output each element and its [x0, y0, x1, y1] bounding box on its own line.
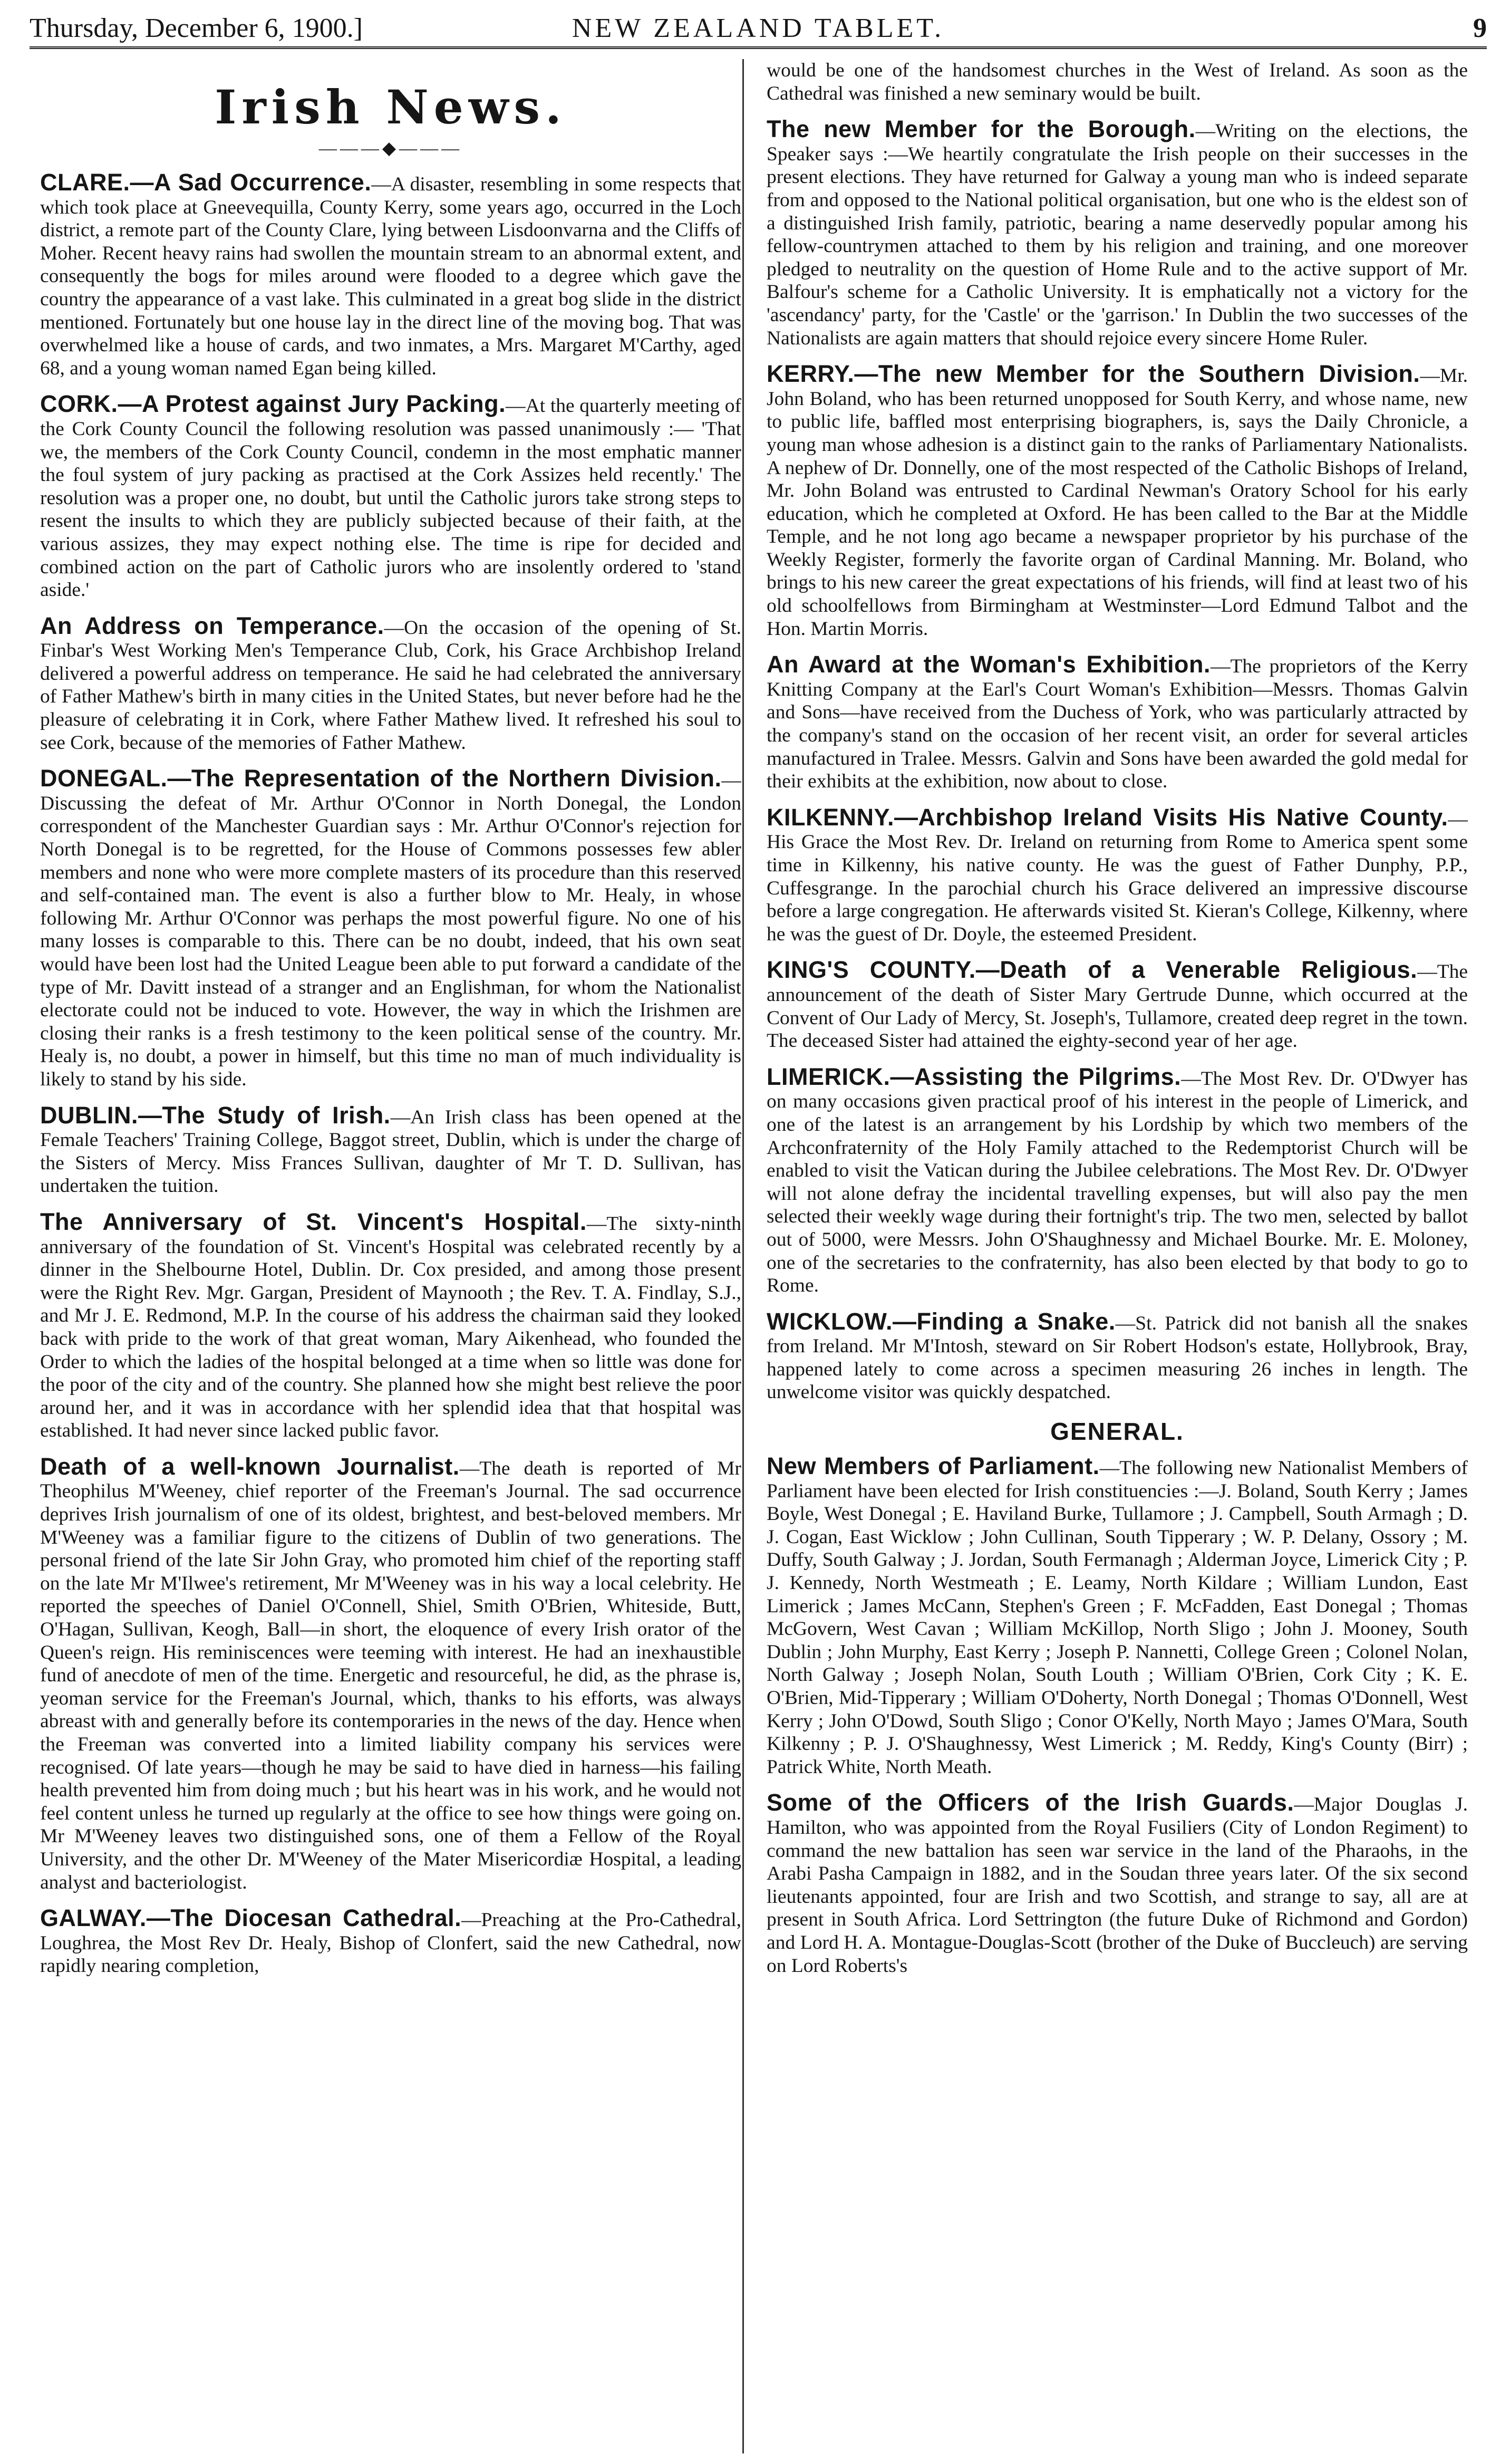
article-body: —Mr. John Boland, who has been returned unopposed for South Kerry, and whose name, new to public life, baffled most enterprising biographers, is, says the Daily Chronicle, a young man whose adhesion is a distinct gain to the ranks of Parliamentary Nationalists. A nephew of Dr. Donnelly, one of the most respected of the Catholic Bishops of Ireland, Mr. John Boland was entrusted to Cardinal Newman's Oratory School for his early education, which he completed at Oxford. He has been called to the Bar at the Middle Temple, and he not long ago became a newspaper proprietor by his purchase of the Weekly Register, formerly the favorite organ of Cardinal Manning. Mr. Boland, who brings to his new career the great expectations of his friends, will find at least two of his old schoolfellows from Birmingham at Westminster—Lord Edmund Talbot and the Hon. Martin Morris. — [767, 365, 1468, 640]
article-heading: The new Member for the Borough. — [767, 116, 1196, 143]
article — [40, 171, 741, 380]
article — [40, 767, 741, 1091]
article — [767, 118, 1468, 350]
article-body: —The following new Nationalist Members of Parliament have been elected for Irish constituencies :—J. Boland, South Kerry ; James Boyle, West Donegal ; E. Haviland Burke, Tullamore ; J. Campbell, South Armagh ; D. J. Cogan, East Wicklow ; John Cullinan, South Tipperary ; W. P. Delany, Ossory ; M. Duffy, South Galway ; J. Jordan, South Fermanagh ; Alderman Joyce, Limerick City ; P. J. Kennedy, North Westmeath ; E. Leamy, North Kildare ; William Lundon, East Limerick ; James McCann, Stephen's Green ; F. McFadden, East Donegal ; Thomas McGovern, West Cavan ; William McKillop, North Sligo ; John J. Mooney, South Dublin ; John Murphy, East Kerry ; Joseph P. Nannetti, College Green ; Colonel Nolan, North Galway ; Joseph Nolan, South Louth ; William O'Brien, Cork City ; K. E. O'Brien, Mid-Tipperary ; William O'Doherty, North Donegal ; Thomas O'Donnell, West Kerry ; John O'Dowd, South Sligo ; Conor O'Kelly, North Mayo ; James O'Mara, South Kilkenny ; P. J. O'Shaughnessy, West Limerick ; M. Reddy, King's County (Birr) ; Patrick White, North Meath. — [767, 1457, 1468, 1778]
article-body: —Major Douglas J. Hamilton, who was appointed from the Royal Fusiliers (City of London Regiment) to command the new battalion has seen war service in the land of the Pharaohs, in the Arabi Pasha Campaign in 1882, and in the Soudan three years later. Of the six second lieutenants appointed, four are Irish and two Scottish, and strange to say, all are at present in South Africa. Lord Settrington (the future Duke of Richmond and Gordon) and Lord H. A. Montague-Douglas-Scott (brother of the Duke of Buccleuch) are serving on Lord Roberts's — [767, 1794, 1468, 1977]
article-body: —St. Patrick did not banish all the snakes from Ireland. Mr M'Intosh, steward on Sir Robert Hodson's estate, Hollybrook, Bray, happened lately to come across a specimen measuring 26 inches in length. The unwelcome visitor was quickly despatched. — [767, 1312, 1468, 1403]
article-heading: DUBLIN.—The Study of Irish. — [40, 1101, 391, 1129]
article-body: —Preaching at the Pro-Cathedral, Loughrea, the Most Rev Dr. Healy, Bishop of Clonfert, said the new Cathedral, now rapidly nearing completion, — [40, 1909, 741, 1977]
article — [40, 1452, 741, 1894]
article-body: —An Irish class has been opened at the Female Teachers' Training College, Baggot street, Dublin, which is under the charge of the Sisters of Mercy. Miss Frances Sullivan, daughter of Mr T. D. Sullivan, has undertaken the tuition. — [40, 1106, 741, 1197]
header-date: Thursday, December 6, 1900.] — [30, 13, 363, 43]
left-column — [40, 59, 741, 2453]
title-ornament: ———◆——— — [318, 139, 463, 158]
right-article-list — [767, 59, 1468, 1404]
article — [40, 1101, 741, 1198]
article-heading: Some of the Officers of the Irish Guards. — [767, 1789, 1294, 1816]
article — [767, 803, 1468, 946]
article-body: —On the occasion of the opening of St. Finbar's West Working Men's Temperance Club, Cork, his Grace Archbishop Ireland delivered a powerful address on temperance. He said he had celebrated the anniversary of Father Mathew's birth in many cities in the United States, but never before had he the pleasure of celebrating it in Cork, where Father Mathew lived. It refreshed his soul to see Cork, because of the memories of Father Mathew. — [40, 617, 741, 754]
article-heading: The Anniversary of St. Vincent's Hospital. — [40, 1208, 587, 1235]
article — [767, 958, 1468, 1052]
general-article-list — [767, 1452, 1468, 1977]
column-divider — [742, 59, 744, 2453]
article-heading: LIMERICK.—Assisting the Pilgrims. — [767, 1063, 1182, 1090]
general-section-heading: GENERAL. — [1050, 1418, 1184, 1446]
article-body: —The proprietors of the Kerry Knitting Company at the Earl's Court Woman's Exhibition—Messrs. Thomas Galvin and Sons—have received from the Duchess of York, who was particularly attracted by the company's stand on the occasion of her recent visit, an order for several articles manufactured in Tralee. Messrs. Galvin and Sons have been awarded the gold medal for their exhibits at the exhibition, now about to close. — [767, 656, 1468, 793]
article-heading: New Members of Parliament. — [767, 1452, 1100, 1480]
article-body: —At the quarterly meeting of the Cork County Council the following resolution was passed unanimously :— 'That we, the members of the Cork County Council, condemn in the most emphatic manner the foul system of jury packing as practised at the Cork Assizes held recently.' The resolution was a proper one, no doubt, but until the Catholic jurors take strong steps to resent the insults to which they are publicly subjected because of their faith, at the various assizes, they may expect nothing else. The time is ripe for decided and combined action on the part of Catholic jurors who are insolently ordered to 'stand aside.' — [40, 395, 741, 601]
article-heading: Death of a well-known Journalist. — [40, 1452, 460, 1480]
header-title: NEW ZEALAND TABLET. — [572, 13, 945, 43]
article-heading: WICKLOW.—Finding a Snake. — [767, 1307, 1116, 1335]
article-heading: CORK.—A Protest against Jury Packing. — [40, 390, 506, 418]
article-heading: DONEGAL.—The Representation of the Northern Division. — [40, 765, 722, 792]
article-body: —The announcement of the death of Sister Mary Gertrude Dunne, which occurred at the Convent of Our Lady of Mercy, St. Joseph's, Tullamore, created deep regret in the town. The deceased Sister had attained the eighty-second year of her age. — [767, 961, 1468, 1052]
article-heading: GALWAY.—The Diocesan Cathedral. — [40, 1904, 462, 1932]
article-heading: KING'S COUNTY.—Death of a Venerable Religious. — [767, 956, 1418, 984]
article-body: —The sixty-ninth anniversary of the foundation of St. Vincent's Hospital was celebrated recently by a dinner in the Shelbourne Hotel, Dublin. Dr. Cox presided, and among those present were the Right Rev. Mgr. Gargan, President of Maynooth ; the Rev. T. A. Findlay, S.J., and Mr J. E. Redmond, M.P. In the course of his address the chairman said they looked back with pride to the work of that great woman, Mary Aikenhead, who founded the Order to which the ladies of the hospital belonged at a time when so little was done for the poor of the city and of the country. She planned how she might best relieve the poor around her, and it was in accordance with her splendid idea that that hospital was established. It had never since lacked public favor. — [40, 1212, 741, 1442]
article-body: —The Most Rev. Dr. O'Dwyer has on many occasions given practical proof of his interest in the people of Limerick, and one of the latest is an arrangement by his Lordship by which two members of the Archconfraternity of the Holy Family attached to the Redemptorist Church will be enabled to visit the Vatican during the Jubilee celebrations. The Most Rev. Dr. O'Dwyer will not alone defray the incidental travelling expenses, but will also pay the men selected their weekly wage during their fortnight's trip. The two men, selected by ballot out of 5000, were Messrs. John O'Shaughnessy and Michael Bourke. Mr. E. Moloney, one of the secretaries to the confraternity, has also been elected by that body to go to Rome. — [767, 1067, 1468, 1297]
left-article-list — [40, 171, 741, 1978]
article — [40, 1904, 741, 1978]
article — [767, 653, 1468, 793]
article-heading: An Award at the Woman's Exhibition. — [767, 651, 1211, 678]
article — [40, 614, 741, 755]
article-heading: CLARE.—A Sad Occurrence. — [40, 169, 372, 196]
article-body: —Writing on the elections, the Speaker says :—We heartily congratulate the Irish people on their successes in the present elections. They have returned for Galway a young man who is indeed separate from and opposed to the National political organisation, but one who is the eldest son of a distinguished Irish family, patriotic, bearing a name deservedly popular among his fellow-countrymen attached to them by his religion and training, and one moreover pledged to neutrality on the question of Home Rule and to the active support of Mr. Balfour's scheme for a Catholic University. It is emphatically not a victory for the 'ascendancy' party, for the 'Castle' or the 'garrison.' In Dublin the two successes of the Nationalists are again matters that should rejoice every sincere Home Ruler. — [767, 120, 1468, 349]
article-body: would be one of the handsomest churches in the West of Ireland. As soon as the Cathedral was finished a new seminary would be built. — [767, 60, 1468, 104]
article-heading: KERRY.—The new Member for the Southern Division. — [767, 360, 1420, 388]
article — [767, 1452, 1468, 1778]
article — [767, 59, 1468, 105]
article-heading: An Address on Temperance. — [40, 612, 384, 639]
header-page-number: 9 — [1473, 13, 1487, 43]
article — [40, 1210, 741, 1442]
article — [767, 1791, 1468, 1977]
article-body: —His Grace the Most Rev. Dr. Ireland on returning from Rome to America spent some time in Kilkenny, his native county. He was the guest of Father Dunphy, P.P., Cuffesgrange. In the parochial church his Grace delivered an impressive discourse before a large congregation. He afterwards visited St. Kieran's College, Kilkenny, where he was the guest of Dr. Doyle, the esteemed President. — [767, 808, 1468, 945]
article-body: —Discussing the defeat of Mr. Arthur O'Connor in North Donegal, the London correspondent of the Manchester Guardian says : Mr. Arthur O'Connor's rejection for North Donegal is to be regretted, for the House of Commons possesses few abler members and none who were more complete masters of its procedure than this reserved and self-contained man. The event is also a further blow to Mr. Healy, in whose following Mr. Arthur O'Connor was perhaps the most powerful figure. No one of his many losses is comparable to this. There can be no doubt, indeed, that his own seat would have been lost had the United League been able to put forward a candidate of the type of Mr. Davitt instead of a stranger and an Englishman, for whom the Nationalist electorate could not be induced to vote. However, the way in which the Irishmen are closing their ranks is a fresh testimony to the keen political sense of the country. Mr. Healy is, no doubt, a power in himself, but this time no man of much individuality is likely to stand by his side. — [40, 769, 741, 1090]
section-title: Irish News. — [215, 80, 567, 134]
article — [40, 392, 741, 601]
article — [767, 362, 1468, 640]
article-heading: KILKENNY.—Archbishop Ireland Visits His Native County. — [767, 803, 1448, 831]
right-column — [767, 59, 1468, 2453]
page-header — [30, 6, 1487, 49]
article — [767, 1307, 1468, 1404]
article-body: —The death is reported of Mr Theophilus M'Weeney, chief reporter of the Freeman's Journal. The sad occurrence deprives Irish journalism of one of its oldest, brightest, and best-beloved members. Mr M'Weeney was a familiar figure to the citizens of Dublin of two generations. The personal friend of the late Sir John Gray, who promoted him chief of the reporting staff on the late Mr M'Ilwee's retirement, Mr M'Weeney was in his way a local celebrity. He reported the speeches of Daniel O'Connell, Shiel, Smith O'Brien, Whiteside, Butt, O'Hagan, Sullivan, Keogh, Ball—in short, the eloquence of every Irish orator of the Queen's reign. His reminiscences were teeming with interest. He had an inexhaustible fund of anecdote of men of the time. Energetic and resourceful, he did, as the phrase is, yeoman service for the Freeman's Journal, which, thanks to his efforts, was always abreast with and generally before its contemporaries in the news of the day. Hence when the Freeman was converted into a limited liability company his services were recognised. Of late years—though he may be said to have died in harness—his failing health prevented him from doing much ; but his heart was in his work, and he would not feel content unless he turned up regularly at the office to see how things were going on. Mr M'Weeney leaves two distinguished sons, one of them a Fellow of the Royal University, and the other Dr. M'Weeney of the Mater Misericordiæ Hospital, a leading analyst and bacteriologist. — [40, 1457, 741, 1893]
article-body: —A disaster, resembling in some respects that which took place at Gneevequilla, County Kerry, some years ago, occurred in the Loch district, a remote part of the County Clare, lying between Lisdoonvarna and the Cliffs of Moher. Recent heavy rains had swollen the mountain stream to an abnormal extent, and consequently the bogs for miles around were flooded to a degree which gave the country the appearance of a vast lake. This culminated in a great bog slide in the district mentioned. Fortunately but one house lay in the direct line of the moving bog. That was overwhelmed like a house of cards, and two inmates, a Mrs. Margaret M'Carthy, aged 68, and a young woman named Egan being killed. — [40, 174, 741, 379]
article — [767, 1065, 1468, 1297]
